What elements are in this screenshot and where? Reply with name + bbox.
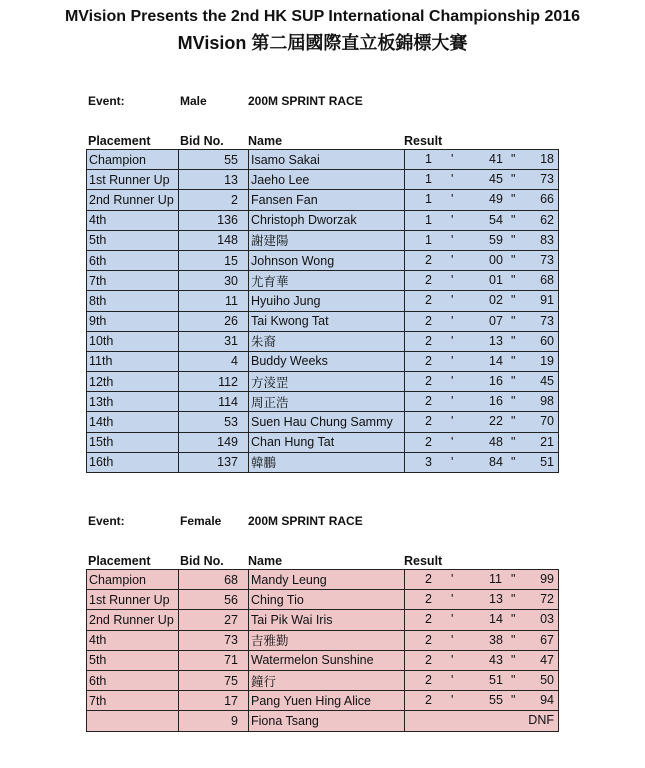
bid-cell: 30 xyxy=(179,271,249,291)
result-hundredths: 21 xyxy=(540,434,554,449)
result-hundredths: 50 xyxy=(540,672,554,687)
placement-cell: 12th xyxy=(87,372,179,392)
result-hundredths: 60 xyxy=(540,333,554,348)
result-minutes: 2 xyxy=(425,273,432,288)
placement-cell: 4th xyxy=(87,630,179,650)
result-seconds: 41 xyxy=(489,152,503,166)
bid-cell: 4 xyxy=(179,351,249,371)
minute-mark: ' xyxy=(451,414,454,429)
result-seconds: 45 xyxy=(489,172,503,187)
minute-mark: ' xyxy=(451,152,454,166)
placement-cell: 4th xyxy=(87,210,179,230)
result-hundredths: 99 xyxy=(540,572,554,586)
second-mark: " xyxy=(511,333,516,348)
result-seconds: 07 xyxy=(489,313,503,328)
table-row xyxy=(87,291,559,311)
male-race: 200M SPRINT RACE xyxy=(248,94,363,108)
result-minutes: 1 xyxy=(425,192,432,207)
placement-cell: 7th xyxy=(87,691,179,711)
result-seconds: 59 xyxy=(489,232,503,247)
second-mark: " xyxy=(511,353,516,368)
result-cell xyxy=(405,210,559,230)
placement-cell: 13th xyxy=(87,392,179,412)
bid-cell: 9 xyxy=(179,711,249,731)
table-row xyxy=(87,452,559,472)
name-cell: Chan Hung Tat xyxy=(249,432,405,452)
result-hundredths: 68 xyxy=(540,273,554,288)
minute-mark: ' xyxy=(451,313,454,328)
result-status: DNF xyxy=(528,713,554,728)
result-seconds: 11 xyxy=(489,572,502,586)
result-hundredths: 73 xyxy=(540,313,554,328)
document-title: MVision Presents the 2nd HK SUP International Championship 2016 xyxy=(64,8,581,25)
female-gender: Female xyxy=(180,514,222,528)
placement-cell: Champion xyxy=(87,150,179,170)
result-hundredths: 67 xyxy=(540,632,554,647)
name-cell: 吉雅勤 xyxy=(249,630,405,650)
result-cell xyxy=(405,311,559,331)
name-cell: 朱裔 xyxy=(249,331,405,351)
result-cell xyxy=(405,250,559,270)
second-mark: " xyxy=(511,632,516,647)
result-hundredths: 62 xyxy=(540,212,554,227)
table-row xyxy=(87,250,559,270)
placement-cell: 14th xyxy=(87,412,179,432)
name-cell: 韓鵬 xyxy=(249,452,405,472)
name-cell: Isamo Sakai xyxy=(249,150,405,170)
bid-cell: 149 xyxy=(179,432,249,452)
result-cell xyxy=(405,392,559,412)
result-minutes: 1 xyxy=(425,152,432,166)
second-mark: " xyxy=(511,414,516,429)
minute-mark: ' xyxy=(451,293,454,308)
result-seconds: 84 xyxy=(489,454,503,469)
name-cell: Buddy Weeks xyxy=(249,351,405,371)
bid-cell: 68 xyxy=(179,570,249,590)
minute-mark: ' xyxy=(451,592,454,607)
name-cell: Tai Kwong Tat xyxy=(249,311,405,331)
minute-mark: ' xyxy=(451,172,454,187)
result-minutes: 2 xyxy=(425,612,432,627)
minute-mark: ' xyxy=(451,632,454,647)
name-cell: Mandy Leung xyxy=(249,570,405,590)
bid-cell: 73 xyxy=(179,630,249,650)
table-row xyxy=(87,271,559,291)
result-hundredths: 91 xyxy=(540,293,554,308)
placement-cell: 6th xyxy=(87,670,179,690)
second-mark: " xyxy=(511,454,516,469)
second-mark: " xyxy=(511,394,516,409)
bid-cell: 137 xyxy=(179,452,249,472)
placement-cell: 5th xyxy=(87,230,179,250)
result-seconds: 54 xyxy=(489,212,503,227)
table-row xyxy=(87,331,559,351)
bid-cell: 55 xyxy=(179,150,249,170)
name-cell: Ching Tio xyxy=(249,590,405,610)
minute-mark: ' xyxy=(451,353,454,368)
name-cell: Tai Pik Wai Iris xyxy=(249,610,405,630)
minute-mark: ' xyxy=(451,212,454,227)
bid-cell: 56 xyxy=(179,590,249,610)
placement-cell: 8th xyxy=(87,291,179,311)
placement-cell: 9th xyxy=(87,311,179,331)
result-hundredths: 19 xyxy=(540,353,554,368)
result-hundredths: 73 xyxy=(540,172,554,187)
second-mark: " xyxy=(511,592,516,607)
bid-cell: 13 xyxy=(179,170,249,190)
placement-cell: 5th xyxy=(87,650,179,670)
result-minutes: 2 xyxy=(425,414,432,429)
placement-cell xyxy=(87,711,179,731)
result-cell xyxy=(405,590,559,610)
second-mark: " xyxy=(511,313,516,328)
result-minutes: 2 xyxy=(425,313,432,328)
bid-cell: 26 xyxy=(179,311,249,331)
result-seconds: 14 xyxy=(489,612,503,627)
bid-cell: 112 xyxy=(179,372,249,392)
result-cell xyxy=(405,190,559,210)
minute-mark: ' xyxy=(451,232,454,247)
result-minutes: 2 xyxy=(425,333,432,348)
placement-cell: 11th xyxy=(87,351,179,371)
minute-mark: ' xyxy=(451,394,454,409)
result-cell xyxy=(405,170,559,190)
table-row xyxy=(87,630,559,650)
name-cell: 周正浩 xyxy=(249,392,405,412)
bid-cell: 75 xyxy=(179,670,249,690)
result-minutes: 2 xyxy=(425,572,432,586)
table-row xyxy=(87,311,559,331)
result-minutes: 1 xyxy=(425,232,432,247)
result-seconds: 00 xyxy=(489,252,503,267)
table-row xyxy=(87,610,559,630)
female-col-name: Name xyxy=(248,554,283,568)
result-seconds: 38 xyxy=(489,632,503,647)
result-cell xyxy=(405,351,559,371)
table-row xyxy=(87,190,559,210)
result-minutes: 1 xyxy=(425,212,432,227)
second-mark: " xyxy=(511,652,516,667)
placement-cell: 16th xyxy=(87,452,179,472)
table-row xyxy=(87,150,559,170)
result-seconds: 13 xyxy=(489,592,503,607)
result-cell xyxy=(405,291,559,311)
name-cell: Johnson Wong xyxy=(249,250,405,270)
female-race: 200M SPRINT RACE xyxy=(248,514,363,528)
name-cell: 尤育華 xyxy=(249,271,405,291)
result-minutes: 2 xyxy=(425,652,432,667)
result-hundredths: 72 xyxy=(540,592,554,607)
bid-cell: 17 xyxy=(179,691,249,711)
second-mark: " xyxy=(511,192,516,207)
table-row xyxy=(87,372,559,392)
result-minutes: 2 xyxy=(425,672,432,687)
name-cell: Watermelon Sunshine xyxy=(249,650,405,670)
second-mark: " xyxy=(511,374,516,389)
result-cell xyxy=(405,650,559,670)
second-mark: " xyxy=(511,172,516,187)
name-cell: Jaeho Lee xyxy=(249,170,405,190)
table-row xyxy=(87,691,559,711)
second-mark: " xyxy=(511,672,516,687)
placement-cell: 15th xyxy=(87,432,179,452)
name-cell: Pang Yuen Hing Alice xyxy=(249,691,405,711)
result-hundredths: 70 xyxy=(540,414,554,429)
minute-mark: ' xyxy=(451,333,454,348)
result-cell xyxy=(405,630,559,650)
result-cell xyxy=(405,691,559,711)
result-cell xyxy=(405,432,559,452)
minute-mark: ' xyxy=(451,273,454,288)
result-minutes: 2 xyxy=(425,693,432,708)
result-hundredths: 98 xyxy=(540,394,554,409)
placement-cell: 2nd Runner Up xyxy=(87,190,179,210)
result-hundredths: 51 xyxy=(540,454,554,469)
second-mark: " xyxy=(511,212,516,227)
name-cell: Suen Hau Chung Sammy xyxy=(249,412,405,432)
result-minutes: 2 xyxy=(425,632,432,647)
bid-cell: 136 xyxy=(179,210,249,230)
name-cell: Hyuiho Jung xyxy=(249,291,405,311)
name-cell: Christoph Dworzak xyxy=(249,210,405,230)
document-subtitle: MVision 第二屆國際直立板錦標大賽 xyxy=(177,33,468,53)
name-cell: 謝建陽 xyxy=(249,230,405,250)
second-mark: " xyxy=(511,293,516,308)
result-seconds: 14 xyxy=(489,353,503,368)
bid-cell: 53 xyxy=(179,412,249,432)
result-seconds: 49 xyxy=(489,192,503,207)
result-cell xyxy=(405,271,559,291)
result-hundredths: 94 xyxy=(540,693,554,708)
result-minutes: 2 xyxy=(425,592,432,607)
minute-mark: ' xyxy=(451,612,454,627)
table-row xyxy=(87,590,559,610)
male-gender: Male xyxy=(180,94,207,108)
minute-mark: ' xyxy=(451,252,454,267)
result-minutes: 1 xyxy=(425,172,432,187)
bid-cell: 114 xyxy=(179,392,249,412)
bid-cell: 2 xyxy=(179,190,249,210)
bid-cell: 71 xyxy=(179,650,249,670)
table-row xyxy=(87,210,559,230)
male-col-name: Name xyxy=(248,134,283,148)
bid-cell: 31 xyxy=(179,331,249,351)
placement-cell: 2nd Runner Up xyxy=(87,610,179,630)
name-cell: 鐘行 xyxy=(249,670,405,690)
bid-cell: 148 xyxy=(179,230,249,250)
minute-mark: ' xyxy=(451,434,454,449)
result-hundredths: 66 xyxy=(540,192,554,207)
male-col-result: Result xyxy=(404,134,443,148)
result-minutes: 3 xyxy=(425,454,432,469)
result-seconds: 22 xyxy=(489,414,503,429)
placement-cell: 1st Runner Up xyxy=(87,590,179,610)
result-seconds: 16 xyxy=(489,374,503,389)
result-seconds: 48 xyxy=(489,434,503,449)
second-mark: " xyxy=(511,252,516,267)
result-hundredths: 47 xyxy=(540,652,554,667)
bid-cell: 15 xyxy=(179,250,249,270)
result-cell xyxy=(405,331,559,351)
result-minutes: 2 xyxy=(425,434,432,449)
result-seconds: 02 xyxy=(489,293,503,308)
second-mark: " xyxy=(511,232,516,247)
result-minutes: 2 xyxy=(425,293,432,308)
table-row xyxy=(87,392,559,412)
result-hundredths: 03 xyxy=(540,612,554,627)
male-col-bid: Bid No. xyxy=(180,134,224,148)
bid-cell: 27 xyxy=(179,610,249,630)
male-col-placement: Placement xyxy=(88,134,151,148)
female-results-table xyxy=(86,569,559,732)
placement-cell: Champion xyxy=(87,570,179,590)
second-mark: " xyxy=(511,434,516,449)
result-seconds: 51 xyxy=(489,672,503,687)
table-row xyxy=(87,230,559,250)
result-hundredths: 83 xyxy=(540,232,554,247)
minute-mark: ' xyxy=(451,672,454,687)
placement-cell: 6th xyxy=(87,250,179,270)
table-row xyxy=(87,570,559,590)
minute-mark: ' xyxy=(451,192,454,207)
result-cell xyxy=(405,372,559,392)
table-row xyxy=(87,650,559,670)
second-mark: " xyxy=(511,572,516,586)
female-event-label: Event: xyxy=(88,514,125,528)
result-cell xyxy=(405,230,559,250)
result-cell xyxy=(405,412,559,432)
male-results-table xyxy=(86,149,559,473)
table-row xyxy=(87,711,559,731)
second-mark: " xyxy=(511,273,516,288)
table-row xyxy=(87,351,559,371)
result-hundredths: 73 xyxy=(540,252,554,267)
result-seconds: 55 xyxy=(489,693,503,708)
result-seconds: 43 xyxy=(489,652,503,667)
result-seconds: 13 xyxy=(489,333,503,348)
result-cell xyxy=(405,610,559,630)
female-col-result: Result xyxy=(404,554,443,568)
result-cell xyxy=(405,670,559,690)
placement-cell: 7th xyxy=(87,271,179,291)
name-cell: 方淩罡 xyxy=(249,372,405,392)
result-seconds: 01 xyxy=(489,273,503,288)
result-minutes: 2 xyxy=(425,252,432,267)
minute-mark: ' xyxy=(451,652,454,667)
placement-cell: 1st Runner Up xyxy=(87,170,179,190)
result-hundredths: 18 xyxy=(540,152,554,166)
table-row xyxy=(87,170,559,190)
minute-mark: ' xyxy=(451,693,454,708)
placement-cell: 10th xyxy=(87,331,179,351)
result-cell xyxy=(405,570,559,590)
result-hundredths: 45 xyxy=(540,374,554,389)
table-row xyxy=(87,432,559,452)
second-mark: " xyxy=(511,152,516,166)
result-cell xyxy=(405,452,559,472)
result-minutes: 2 xyxy=(425,374,432,389)
result-cell xyxy=(405,150,559,170)
result-minutes: 2 xyxy=(425,394,432,409)
minute-mark: ' xyxy=(451,572,454,586)
minute-mark: ' xyxy=(451,374,454,389)
minute-mark: ' xyxy=(451,454,454,469)
result-seconds: 16 xyxy=(489,394,503,409)
second-mark: " xyxy=(511,693,516,708)
name-cell: Fiona Tsang xyxy=(249,711,405,731)
male-event-label: Event: xyxy=(88,94,125,108)
bid-cell: 11 xyxy=(179,291,249,311)
table-row xyxy=(87,670,559,690)
result-cell xyxy=(405,711,559,731)
table-row xyxy=(87,412,559,432)
female-col-bid: Bid No. xyxy=(180,554,224,568)
female-col-placement: Placement xyxy=(88,554,151,568)
name-cell: Fansen Fan xyxy=(249,190,405,210)
second-mark: " xyxy=(511,612,516,627)
result-minutes: 2 xyxy=(425,353,432,368)
